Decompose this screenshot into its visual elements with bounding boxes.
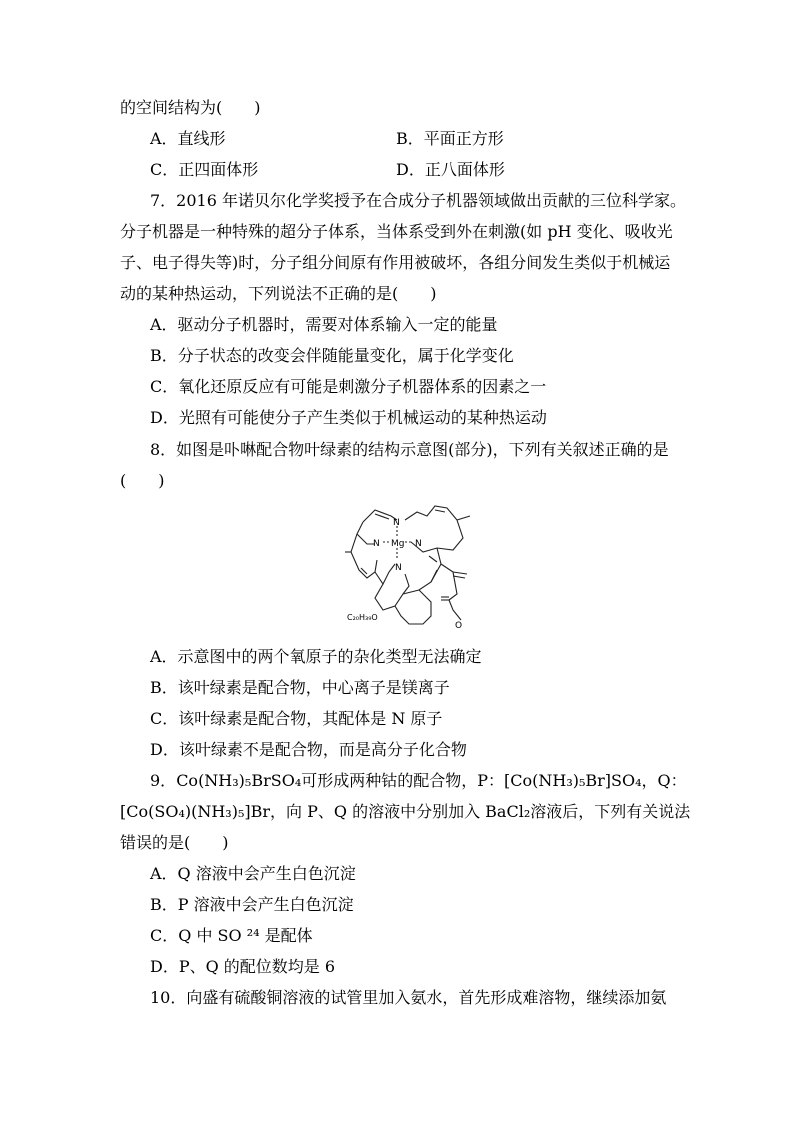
q8-stem-line-2: ( ) — [120, 471, 165, 490]
phytyl-chain-label: C₂₀H₃₉O — [347, 613, 378, 622]
q9-option-a: A．Q 溶液中会产生白色沉淀 — [150, 864, 356, 883]
q6-option-c: C．正四面体形 — [150, 160, 259, 179]
q7-option-b: B．分子状态的改变会伴随能量变化，属于化学变化 — [150, 346, 514, 365]
q8-stem-line-1: 8．如图是卟啉配合物叶绿素的结构示意图(部分)，下列有关叙述正确的是 — [150, 440, 669, 459]
q6-option-d: D．正八面体形 — [396, 160, 505, 179]
chlorophyll-structure-figure — [345, 498, 475, 630]
q6-option-a: A．直线形 — [150, 129, 226, 148]
q8-option-d: D．该叶绿素不是配合物，而是高分子化合物 — [150, 740, 467, 759]
q8-option-c: C．该叶绿素是配合物，其配体是 N 原子 — [150, 709, 443, 728]
q9-text-q: ，Q： — [641, 771, 687, 790]
q9-formula-p: [Co(NH₃)₅Br]SO₄ — [504, 771, 642, 790]
atom-n-bottom: N — [395, 563, 402, 573]
q9-option-c: C．Q 中 SO ²⁴ 是配体 — [150, 926, 313, 945]
atom-mg: Mg — [391, 539, 405, 549]
q9-number: 9． — [150, 771, 177, 790]
q8-option-b: B．该叶绿素是配合物，中心离子是镁离子 — [150, 678, 450, 697]
q9-formula-q: [Co(SO₄)(NH₃)₅]Br — [120, 802, 271, 821]
q7-option-a: A．驱动分子机器时，需要对体系输入一定的能量 — [150, 315, 498, 334]
q10-stem-line-1: 10．向盛有硫酸铜溶液的试管里加入氨水，首先形成难溶物，继续添加氨 — [150, 988, 667, 1007]
q7-stem-line-4: 动的某种热运动，下列说法不正确的是( ) — [120, 284, 437, 303]
q6-stem-tail: 的空间结构为( ) — [120, 98, 261, 117]
q9-text-a: 可形成两种钴的配合物，P： — [301, 771, 505, 790]
atom-n-left: N — [373, 539, 380, 549]
q9-text-b: ，向 P、Q 的溶液中分别加入 — [270, 802, 486, 821]
q6-option-b: B．平面正方形 — [396, 129, 504, 148]
q7-stem-line-2: 分子机器是一种特殊的超分子体系，当体系受到外在刺激(如 pH 变化、吸收光 — [120, 222, 673, 241]
q9-stem-line-3: 错误的是( ) — [120, 833, 229, 852]
q7-option-d: D．光照有可能使分子产生类似于机械运动的某种热运动 — [150, 408, 547, 427]
q9-formula-a: Co(NH₃)₅BrSO₄ — [176, 771, 302, 790]
q7-stem-line-1: 7．2016 年诺贝尔化学奖授予在合成分子机器领域做出贡献的三位科学家。 — [150, 191, 686, 210]
q8-option-a: A．示意图中的两个氧原子的杂化类型无法确定 — [150, 647, 482, 666]
q7-stem-line-3: 子、电子得失等)时，分子组分间原有作用被破坏，各组分间发生类似于机械运 — [120, 253, 671, 272]
q9-option-b: B．P 溶液中会产生白色沉淀 — [150, 895, 354, 914]
q7-option-c: C．氧化还原反应有可能是刺激分子机器体系的因素之一 — [150, 377, 547, 396]
q9-stem-line-1 — [150, 771, 687, 791]
q9-stem-line-2 — [120, 802, 690, 822]
q9-text-c: 溶液后，下列有关说法 — [530, 802, 691, 821]
q9-formula-bacl2: BaCl₂ — [485, 802, 531, 821]
atom-n-top: N — [393, 518, 400, 528]
atom-n-right: N — [415, 539, 422, 549]
q9-option-d: D．P、Q 的配位数均是 6 — [150, 957, 336, 976]
atom-o-ester: O — [455, 621, 463, 630]
